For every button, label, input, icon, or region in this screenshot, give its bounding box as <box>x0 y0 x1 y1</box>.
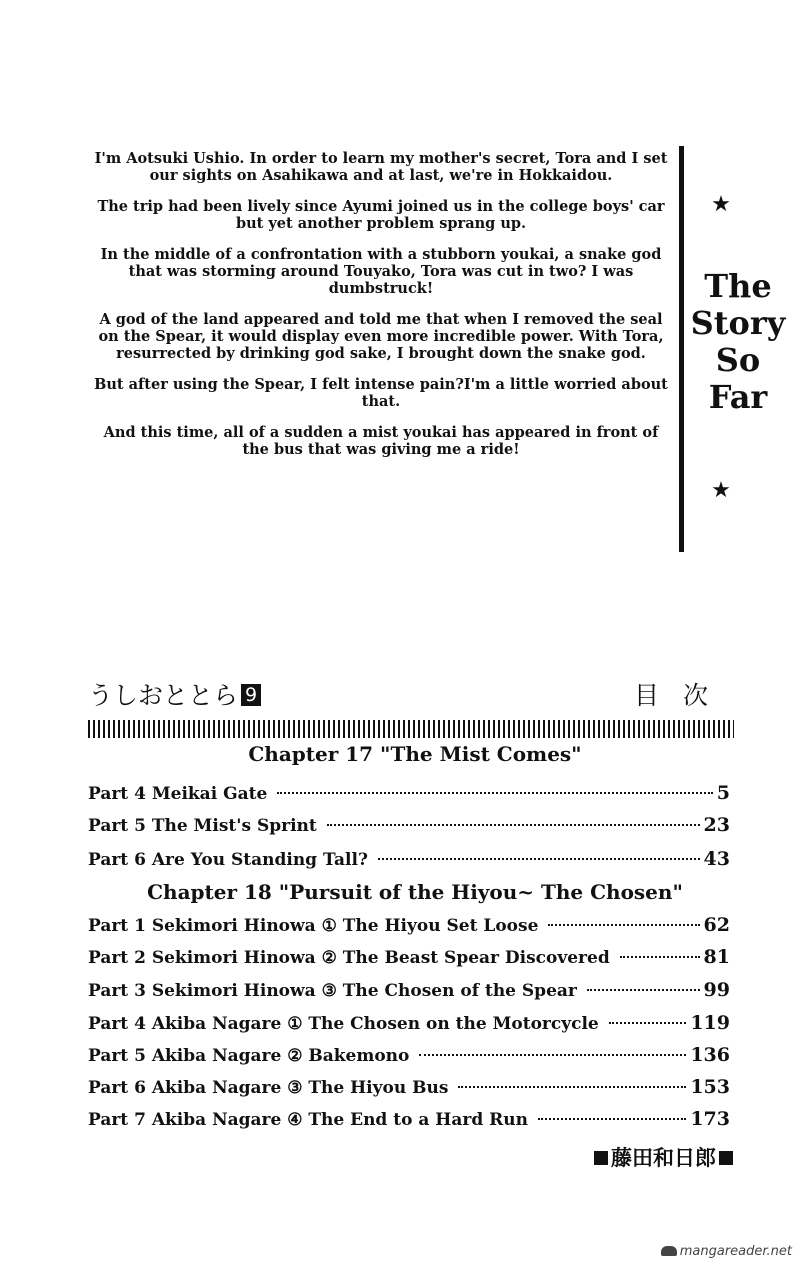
dot-leader <box>419 1054 686 1056</box>
square-bullet-icon <box>594 1151 608 1165</box>
star-icon: ★ <box>711 192 731 217</box>
toc-entry <box>88 914 730 936</box>
toc-entry-label: Part 4 Meikai Gate <box>88 784 268 804</box>
contents-label: 目次 <box>633 681 732 710</box>
mascot-icon <box>661 1246 677 1256</box>
volume-badge: 9 <box>241 684 261 706</box>
story-so-far-title <box>686 268 790 416</box>
square-bullet-icon <box>719 1151 733 1165</box>
toc-entry-page: 62 <box>703 914 730 936</box>
toc-entry-page: 99 <box>703 979 730 1001</box>
series-title <box>88 676 261 712</box>
title-line: Far <box>708 378 768 416</box>
toc-entry <box>88 782 730 804</box>
chapter-17-title: Chapter 17 "The Mist Comes" <box>248 742 582 766</box>
story-paragraph-2: The trip had been lively since Ayumi joined us in the college boys' car but yet another problem sprang up. <box>97 198 665 232</box>
toc-entry-label: Part 4 Akiba Nagare ① The Chosen on the Motorcycle <box>88 1014 599 1034</box>
toc-entry-label: Part 3 Sekimori Hinowa ③ The Chosen of the Spear <box>88 981 577 1001</box>
toc-entry <box>88 1012 730 1034</box>
toc-entry-label: Part 5 The Mist's Sprint <box>88 816 317 836</box>
toc-entry-page: 81 <box>703 946 730 968</box>
author-name: 藤田和日郎 <box>611 1146 716 1170</box>
story-so-far-text <box>92 150 670 472</box>
story-paragraph-4: A god of the land appeared and told me that when I removed the seal on the Spear, it would display even more incredible power. With Tora, resurrected by drinking god sake, I brought down the snake god. <box>98 311 664 362</box>
story-paragraph-3: In the middle of a confrontation with a stubborn youkai, a snake god that was storming around Touyako, Tora was cut in two? I was dumbstruck! <box>100 246 662 297</box>
dot-leader <box>548 924 699 926</box>
dot-leader <box>587 989 700 991</box>
toc-entry-page: 173 <box>690 1108 730 1130</box>
decorative-tick-rule <box>88 720 734 738</box>
toc-entry-page: 43 <box>703 848 730 870</box>
toc-entry <box>88 1076 730 1098</box>
star-icon: ★ <box>711 478 731 503</box>
toc-entry-page: 119 <box>690 1012 730 1034</box>
watermark-text: mangareader.net <box>679 1244 792 1259</box>
toc-entry-page: 136 <box>690 1044 730 1066</box>
story-paragraph-6: And this time, all of a sudden a mist youkai has appeared in front of the bus that was giving me a ride! <box>103 424 659 458</box>
toc-entry-page: 5 <box>716 782 730 804</box>
toc-entry-page: 153 <box>690 1076 730 1098</box>
dot-leader <box>620 956 700 958</box>
dot-leader <box>538 1118 686 1120</box>
story-paragraph-5: But after using the Spear, I felt intense pain?I'm a little worried about that. <box>94 376 668 410</box>
toc-entry-label: Part 6 Are You Standing Tall? <box>88 850 368 870</box>
story-paragraph-1: I'm Aotsuki Ushio. In order to learn my mother's secret, Tora and I set our sights on Asahikawa and at last, we're in Hokkaidou. <box>94 150 668 184</box>
title-line: So <box>715 341 761 379</box>
toc-entry <box>88 979 730 1001</box>
toc-entry-label: Part 2 Sekimori Hinowa ② The Beast Spear Discovered <box>88 948 610 968</box>
toc-entry <box>88 814 730 836</box>
dot-leader <box>327 824 700 826</box>
dot-leader <box>378 858 700 860</box>
toc-entry <box>88 1108 730 1130</box>
toc-entry-page: 23 <box>703 814 730 836</box>
toc-entry-label: Part 5 Akiba Nagare ② Bakemono <box>88 1046 410 1066</box>
toc-entry-label: Part 1 Sekimori Hinowa ① The Hiyou Set Loose <box>88 916 539 936</box>
toc-entry-label: Part 6 Akiba Nagare ③ The Hiyou Bus <box>88 1078 449 1098</box>
vertical-divider <box>679 146 684 552</box>
title-line: Story <box>690 304 786 342</box>
author-credit <box>591 1142 736 1172</box>
toc-entry <box>88 946 730 968</box>
dot-leader <box>277 792 712 794</box>
toc-entry <box>88 848 730 870</box>
dot-leader <box>609 1022 687 1024</box>
title-line: The <box>704 267 772 305</box>
series-title-text: うしおととら <box>88 681 239 710</box>
site-watermark <box>661 1244 792 1259</box>
chapter-18-title: Chapter 18 "Pursuit of the Hiyou~ The Chosen" <box>147 880 683 904</box>
toc-entry-label: Part 7 Akiba Nagare ④ The End to a Hard Run <box>88 1110 528 1130</box>
toc-header <box>88 676 738 716</box>
toc-entry <box>88 1044 730 1066</box>
dot-leader <box>458 1086 686 1088</box>
